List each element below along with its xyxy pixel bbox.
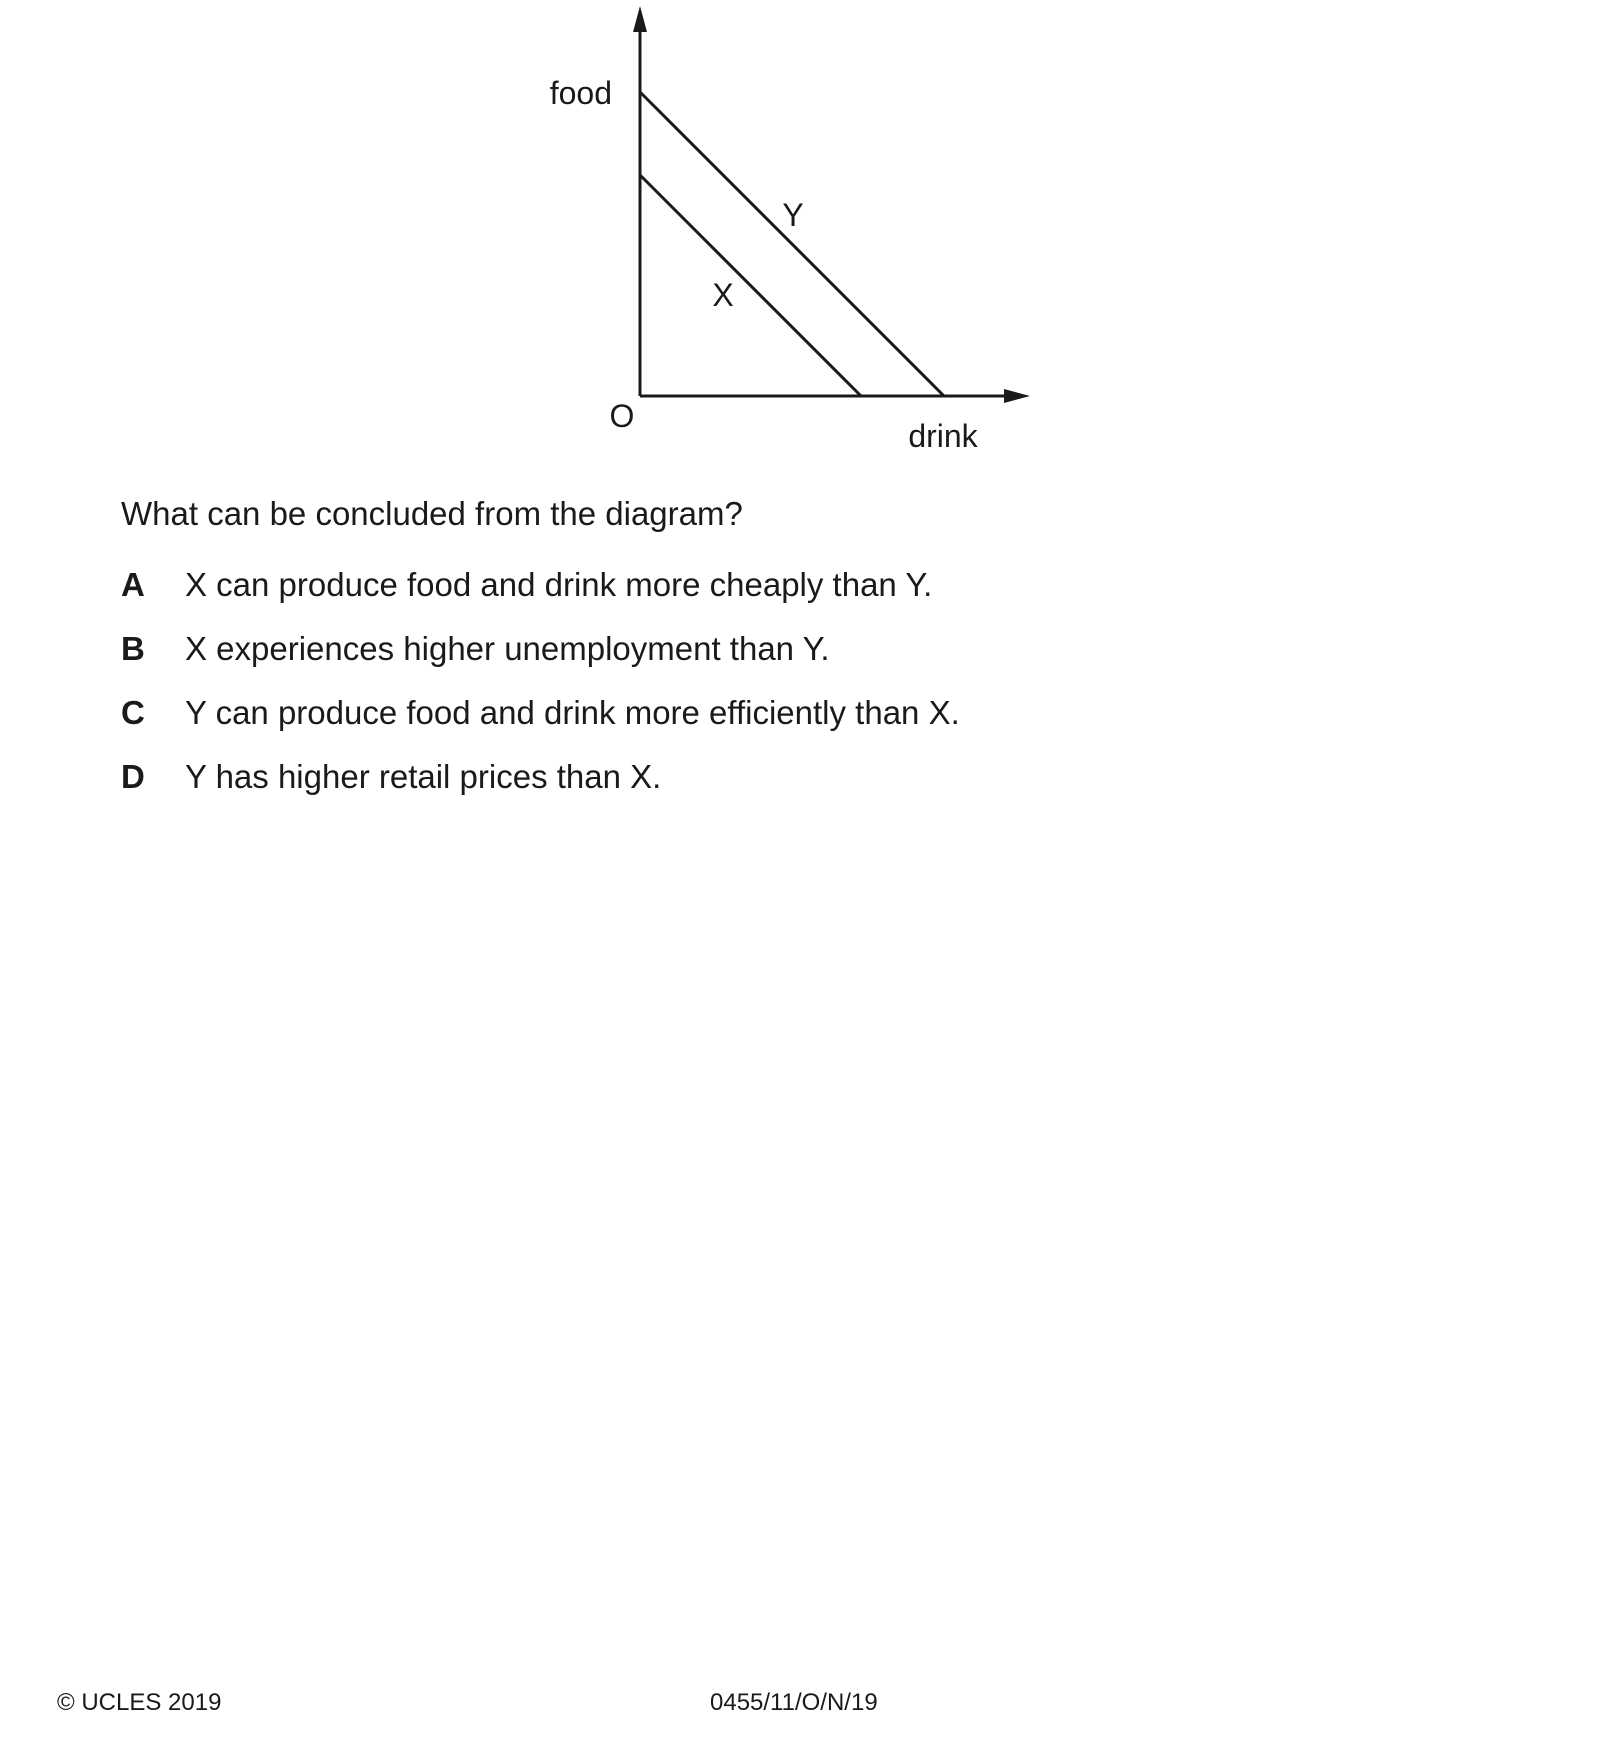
option-text: Y has higher retail prices than X.: [185, 758, 662, 795]
production-possibility-diagram: [0, 0, 1605, 480]
x-axis-arrow: [1004, 389, 1030, 403]
option-letter: B: [121, 630, 145, 667]
y-axis-arrow: [633, 6, 647, 32]
y-axis-label: food: [549, 75, 612, 111]
option-text: X experiences higher unemployment than Y.: [185, 630, 830, 667]
question-text: What can be concluded from the diagram?: [121, 495, 743, 532]
option-letter: C: [121, 694, 145, 731]
option-c[interactable]: [121, 693, 960, 733]
option-a[interactable]: [121, 565, 932, 605]
x-axis-label: drink: [908, 418, 978, 454]
option-b[interactable]: [121, 629, 830, 669]
option-letter: D: [121, 758, 145, 795]
curve-y-label: Y: [782, 197, 804, 233]
curve-y-line: [640, 92, 944, 396]
option-letter: A: [121, 566, 145, 603]
footer-copyright: © UCLES 2019: [57, 1689, 222, 1716]
option-text: X can produce food and drink more cheaply than Y.: [185, 566, 933, 603]
footer-paper-code: 0455/11/O/N/19: [710, 1689, 878, 1716]
curve-x-label: X: [712, 277, 734, 313]
option-d[interactable]: [121, 757, 661, 797]
curve-x-line: [640, 175, 861, 396]
option-text: Y can produce food and drink more efficiently than X.: [185, 694, 960, 731]
origin-label: O: [609, 398, 635, 434]
